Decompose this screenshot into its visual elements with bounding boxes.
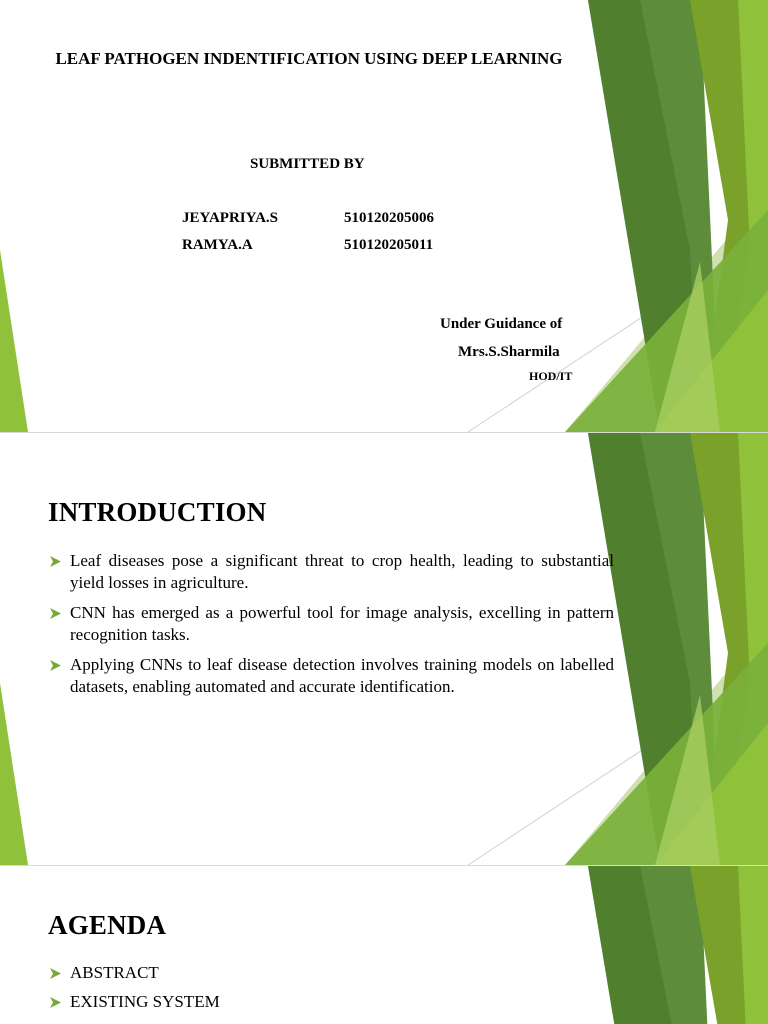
arrow-bullet-icon <box>50 608 61 619</box>
arrow-bullet-icon <box>50 968 61 979</box>
list-item <box>48 962 614 984</box>
presentation-title: LEAF PATHOGEN INDENTIFICATION USING DEEP LEARNING <box>55 49 563 68</box>
bullet-list <box>48 962 614 1020</box>
title-slide <box>0 0 768 432</box>
slide-heading: INTRODUCTION <box>48 497 267 527</box>
guidance-label: Under Guidance of <box>440 316 563 332</box>
list-item <box>48 654 614 698</box>
bullet-list <box>48 550 614 706</box>
bullet-text: Leaf diseases pose a significant threat to crop health, leading to substantial yield losses in agriculture. <box>70 551 614 592</box>
list-item <box>48 991 614 1013</box>
arrow-bullet-icon <box>50 660 61 671</box>
bullet-text: Applying CNNs to leaf disease detection involves training models on labelled datasets, enabling automated and accurate identification. <box>70 655 614 696</box>
slide-heading: AGENDA <box>48 910 167 940</box>
student-id: 510120205006 <box>344 210 434 226</box>
arrow-bullet-icon <box>50 997 61 1008</box>
agenda-slide <box>0 866 768 1024</box>
arrow-bullet-icon <box>50 556 61 567</box>
student-name: RAMYA.A <box>182 237 253 253</box>
bullet-text: EXISTING SYSTEM <box>70 992 220 1011</box>
student-id: 510120205011 <box>344 237 434 253</box>
guide-name: Mrs.S.Sharmila <box>458 344 560 360</box>
bullet-text: CNN has emerged as a powerful tool for image analysis, excelling in pattern recognition tasks. <box>70 603 614 644</box>
bullet-text: ABSTRACT <box>70 963 159 982</box>
list-item <box>48 550 614 594</box>
guide-role: HOD/IT <box>529 369 573 383</box>
introduction-slide <box>0 433 768 865</box>
list-item <box>48 602 614 646</box>
student-name: JEYAPRIYA.S <box>182 210 279 226</box>
submitted-by-label: SUBMITTED BY <box>250 156 365 172</box>
